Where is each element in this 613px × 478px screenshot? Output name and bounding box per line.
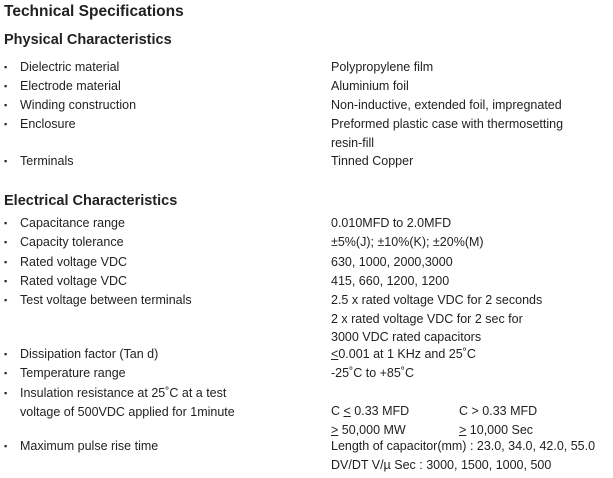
- spec-value-text: 10,000 Sec: [466, 422, 534, 437]
- spec-value: 0.010MFD to 2.0MFD: [331, 216, 452, 230]
- spec-value: [331, 437, 613, 474]
- spec-value-text: 0.001 at 1 KHz and 25˚C: [338, 347, 476, 361]
- greater-equal-symbol: >: [459, 422, 467, 437]
- bullet-icon: ▪: [4, 218, 8, 228]
- page-title: Technical Specifications: [4, 3, 184, 20]
- spec-value-line: [331, 402, 613, 421]
- c-label: C: [331, 404, 344, 418]
- spec-value: ±5%(J); ±10%(K); ±20%(M): [331, 235, 484, 249]
- bullet-icon: ▪: [4, 156, 8, 166]
- greater-equal-symbol: >: [331, 422, 339, 437]
- spec-label: Dissipation factor (Tan d): [20, 347, 159, 361]
- spec-value: Non-inductive, extended foil, impregnated: [331, 98, 562, 112]
- bullet-icon: ▪: [4, 119, 8, 129]
- spec-value-line: 2.5 x rated voltage VDC for 2 seconds: [331, 293, 543, 307]
- spec-label: Dielectric material: [20, 60, 120, 74]
- bullet-icon: ▪: [4, 349, 8, 359]
- spec-value: Aluminium foil: [331, 79, 409, 93]
- spec-value-line: 2 x rated voltage VDC for 2 sec for: [331, 311, 523, 326]
- spec-value-text: 50,000 MW: [338, 422, 406, 437]
- spec-label: Capacity tolerance: [20, 235, 124, 249]
- spec-value: 415, 660, 1200, 1200: [331, 274, 450, 288]
- spec-value: [331, 402, 613, 439]
- bullet-icon: ▪: [4, 237, 8, 247]
- spec-label: Electrode material: [20, 79, 121, 93]
- electrical-heading: Electrical Characteristics: [4, 193, 178, 209]
- spec-label: Temperature range: [20, 366, 126, 380]
- spec-value: [331, 291, 613, 347]
- spec-value: [331, 345, 613, 364]
- bullet-icon: ▪: [4, 368, 8, 378]
- bullet-icon: ▪: [4, 62, 8, 72]
- spec-value: Tinned Copper: [331, 154, 414, 168]
- spec-label-line: Insulation resistance at 25˚C at a test: [20, 386, 227, 400]
- spec-label: Rated voltage VDC: [20, 255, 128, 269]
- less-equal-symbol: <: [331, 347, 339, 361]
- spec-value-line: Preformed plastic case with thermosetting: [331, 117, 564, 131]
- bullet-icon: ▪: [4, 295, 8, 305]
- bullet-icon: ▪: [4, 100, 8, 110]
- spec-label: Capacitance range: [20, 216, 125, 230]
- spec-value-line: DV/DT V/µ Sec : 3000, 1500, 1000, 500: [331, 457, 552, 472]
- spec-value: 630, 1000, 2000,3000: [331, 255, 453, 269]
- spec-value: Polypropylene film: [331, 60, 434, 74]
- spec-label: Winding construction: [20, 98, 137, 112]
- bullet-icon: ▪: [4, 276, 8, 286]
- less-equal-symbol: <: [343, 404, 351, 418]
- bullet-icon: ▪: [4, 81, 8, 91]
- spec-value-line: resin-fill: [331, 135, 375, 150]
- spec-value: -25˚C to +85˚C: [331, 366, 415, 380]
- spec-value: [331, 115, 613, 152]
- spec-label: Test voltage between terminals: [20, 293, 192, 307]
- spec-label: Enclosure: [20, 117, 76, 131]
- bullet-icon: ▪: [4, 388, 8, 398]
- spec-label-line: voltage of 500VDC applied for 1minute: [20, 404, 235, 419]
- spec-label: Terminals: [20, 154, 74, 168]
- spec-label: [20, 384, 235, 421]
- physical-heading: Physical Characteristics: [4, 32, 172, 48]
- spec-label: Maximum pulse rise time: [20, 439, 159, 453]
- bullet-icon: ▪: [4, 257, 8, 267]
- spec-value-text: 0.33 MFD: [350, 404, 410, 418]
- spec-label: Rated voltage VDC: [20, 274, 128, 288]
- spec-value-text: C > 0.33 MFD: [459, 404, 538, 418]
- spec-value-line: Length of capacitor(mm) : 23.0, 34.0, 42.0, 55.0: [331, 439, 596, 453]
- bullet-icon: ▪: [4, 441, 8, 451]
- spec-value-line: 3000 VDC rated capacitors: [331, 330, 482, 344]
